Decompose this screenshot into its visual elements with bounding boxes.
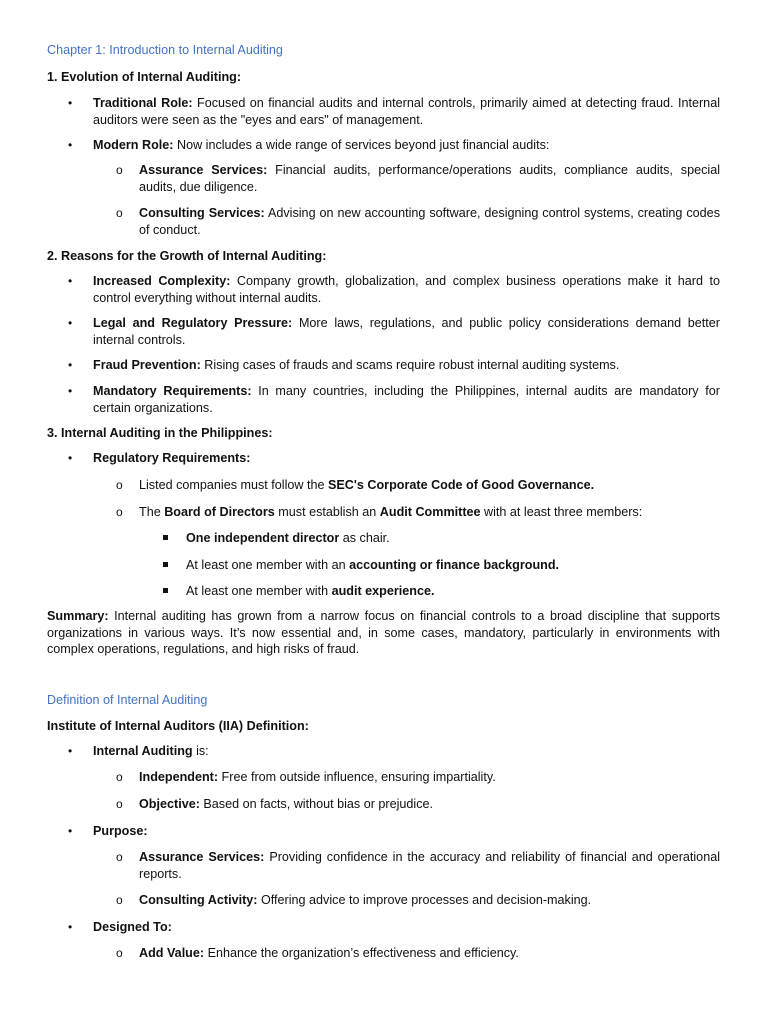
summary-label: Summary: <box>47 609 109 623</box>
add-value-item <box>139 945 519 962</box>
independent-item <box>139 769 496 786</box>
definition-title: Definition of Internal Auditing <box>47 693 208 707</box>
modern-role-item <box>93 137 720 154</box>
circle-bullet-icon: o <box>116 850 123 864</box>
member-1-item <box>186 530 390 547</box>
circle-bullet-icon: o <box>116 797 123 811</box>
item-text: Company growth, globalization, and complex business operations make it hard to control everything without internal audits. <box>93 274 720 305</box>
member-2-item <box>186 557 559 574</box>
item-text: Focused on financial audits and internal controls, primarily aimed at detecting fraud. Internal auditors were seen as the "eyes and ears" of management. <box>93 96 720 127</box>
mandatory-requirements-item <box>93 383 720 416</box>
item-bold: Board of Directors <box>164 505 275 519</box>
item-text: Offering advice to improve processes and decision-making. <box>257 893 592 907</box>
item-label: Traditional Role: <box>93 96 193 110</box>
circle-bullet-icon: o <box>116 163 123 177</box>
item-label: Add Value: <box>139 946 205 960</box>
square-bullet-icon <box>163 588 168 593</box>
item-text: Advising on new accounting software, designing control systems, creating codes of conduct. <box>139 206 720 237</box>
bullet-icon: • <box>68 358 73 372</box>
purpose-label: Purpose: <box>93 824 148 838</box>
consulting-services-item <box>139 205 720 238</box>
assurance-services-item <box>139 162 720 195</box>
objective-item <box>139 796 433 813</box>
square-bullet-icon <box>163 562 168 567</box>
designed-to-label: Designed To: <box>93 920 172 934</box>
bullet-icon: • <box>68 384 73 398</box>
item-text: as chair. <box>339 531 390 545</box>
circle-bullet-icon: o <box>116 478 123 492</box>
bullet-icon: • <box>68 744 73 758</box>
item-label: Independent: <box>139 770 219 784</box>
bullet-icon: • <box>68 274 73 288</box>
board-of-directors-item <box>139 504 642 521</box>
bullet-icon: • <box>68 138 73 152</box>
regulatory-requirements-label: Regulatory Requirements: <box>93 451 251 465</box>
item-label: Modern Role: <box>93 138 174 152</box>
item-label: Consulting Activity: <box>139 893 258 907</box>
member-3-item <box>186 583 434 600</box>
increased-complexity-item <box>93 273 720 306</box>
item-text: with at least three members: <box>480 505 643 519</box>
bullet-icon: • <box>68 451 73 465</box>
item-label: Legal and Regulatory Pressure: <box>93 316 293 330</box>
fraud-prevention-item <box>93 357 720 374</box>
item-text: Based on facts, without bias or prejudice. <box>199 797 434 811</box>
section-1-heading: 1. Evolution of Internal Auditing: <box>47 70 242 84</box>
item-text: At least one member with <box>186 584 332 598</box>
item-text: Enhance the organization’s effectiveness and efficiency. <box>204 946 519 960</box>
item-label: Increased Complexity: <box>93 274 231 288</box>
chapter-title: Chapter 1: Introduction to Internal Auditing <box>47 43 283 57</box>
bullet-icon: • <box>68 316 73 330</box>
item-label: Objective: <box>139 797 200 811</box>
item-text: Listed companies must follow the <box>139 478 328 492</box>
internal-auditing-is-item <box>93 743 209 760</box>
item-text: More laws, regulations, and public policy considerations demand better internal controls. <box>93 316 720 347</box>
item-text: Providing confidence in the accuracy and reliability of financial and operational reports. <box>139 850 720 881</box>
summary-paragraph <box>47 608 720 658</box>
item-text: At least one member with an <box>186 558 350 572</box>
item-text: Now includes a wide range of services beyond just financial audits: <box>173 138 550 152</box>
item-text: The <box>139 505 165 519</box>
summary-text: Internal auditing has grown from a narrow focus on financial controls to a broad discipline that supports organizations in various ways. It’s now essential and, in some cases, mandatory, particularly in environments with complex operations, regulations, and high risks of fraud. <box>47 609 720 656</box>
circle-bullet-icon: o <box>116 946 123 960</box>
item-label: Consulting Services: <box>139 206 265 220</box>
item-bold: accounting or finance background. <box>349 558 560 572</box>
item-text: must establish an <box>274 505 380 519</box>
square-bullet-icon <box>163 535 168 540</box>
traditional-role-item <box>93 95 720 128</box>
bullet-icon: • <box>68 96 73 110</box>
item-bold: SEC's Corporate Code of Good Governance. <box>328 478 595 492</box>
circle-bullet-icon: o <box>116 770 123 784</box>
iia-definition-heading: Institute of Internal Auditors (IIA) Definition: <box>47 719 309 733</box>
item-label: Assurance Services: <box>139 163 268 177</box>
item-bold: Audit Committee <box>379 505 481 519</box>
bullet-icon: • <box>68 920 73 934</box>
circle-bullet-icon: o <box>116 206 123 220</box>
item-bold: audit experience. <box>331 584 435 598</box>
item-text: Financial audits, performance/operations audits, compliance audits, special audits, due diligence. <box>139 163 720 194</box>
item-text: Rising cases of frauds and scams require robust internal auditing systems. <box>200 358 620 372</box>
section-2-heading: 2. Reasons for the Growth of Internal Auditing: <box>47 249 327 263</box>
item-label: Mandatory Requirements: <box>93 384 252 398</box>
consulting-activity-item <box>139 892 591 909</box>
definition-assurance-item <box>139 849 720 882</box>
section-3-heading: 3. Internal Auditing in the Philippines: <box>47 426 273 440</box>
item-text: In many countries, including the Philippines, internal audits are mandatory for certain organizations. <box>93 384 720 415</box>
legal-pressure-item <box>93 315 720 348</box>
item-label: Assurance Services: <box>139 850 265 864</box>
listed-companies-item <box>139 477 594 494</box>
item-label: Fraud Prevention: <box>93 358 201 372</box>
circle-bullet-icon: o <box>116 505 123 519</box>
bullet-icon: • <box>68 824 73 838</box>
item-bold: One independent director <box>186 531 340 545</box>
item-bold: Internal Auditing <box>93 744 193 758</box>
item-text: Free from outside influence, ensuring impartiality. <box>218 770 496 784</box>
circle-bullet-icon: o <box>116 893 123 907</box>
item-text: is: <box>192 744 209 758</box>
